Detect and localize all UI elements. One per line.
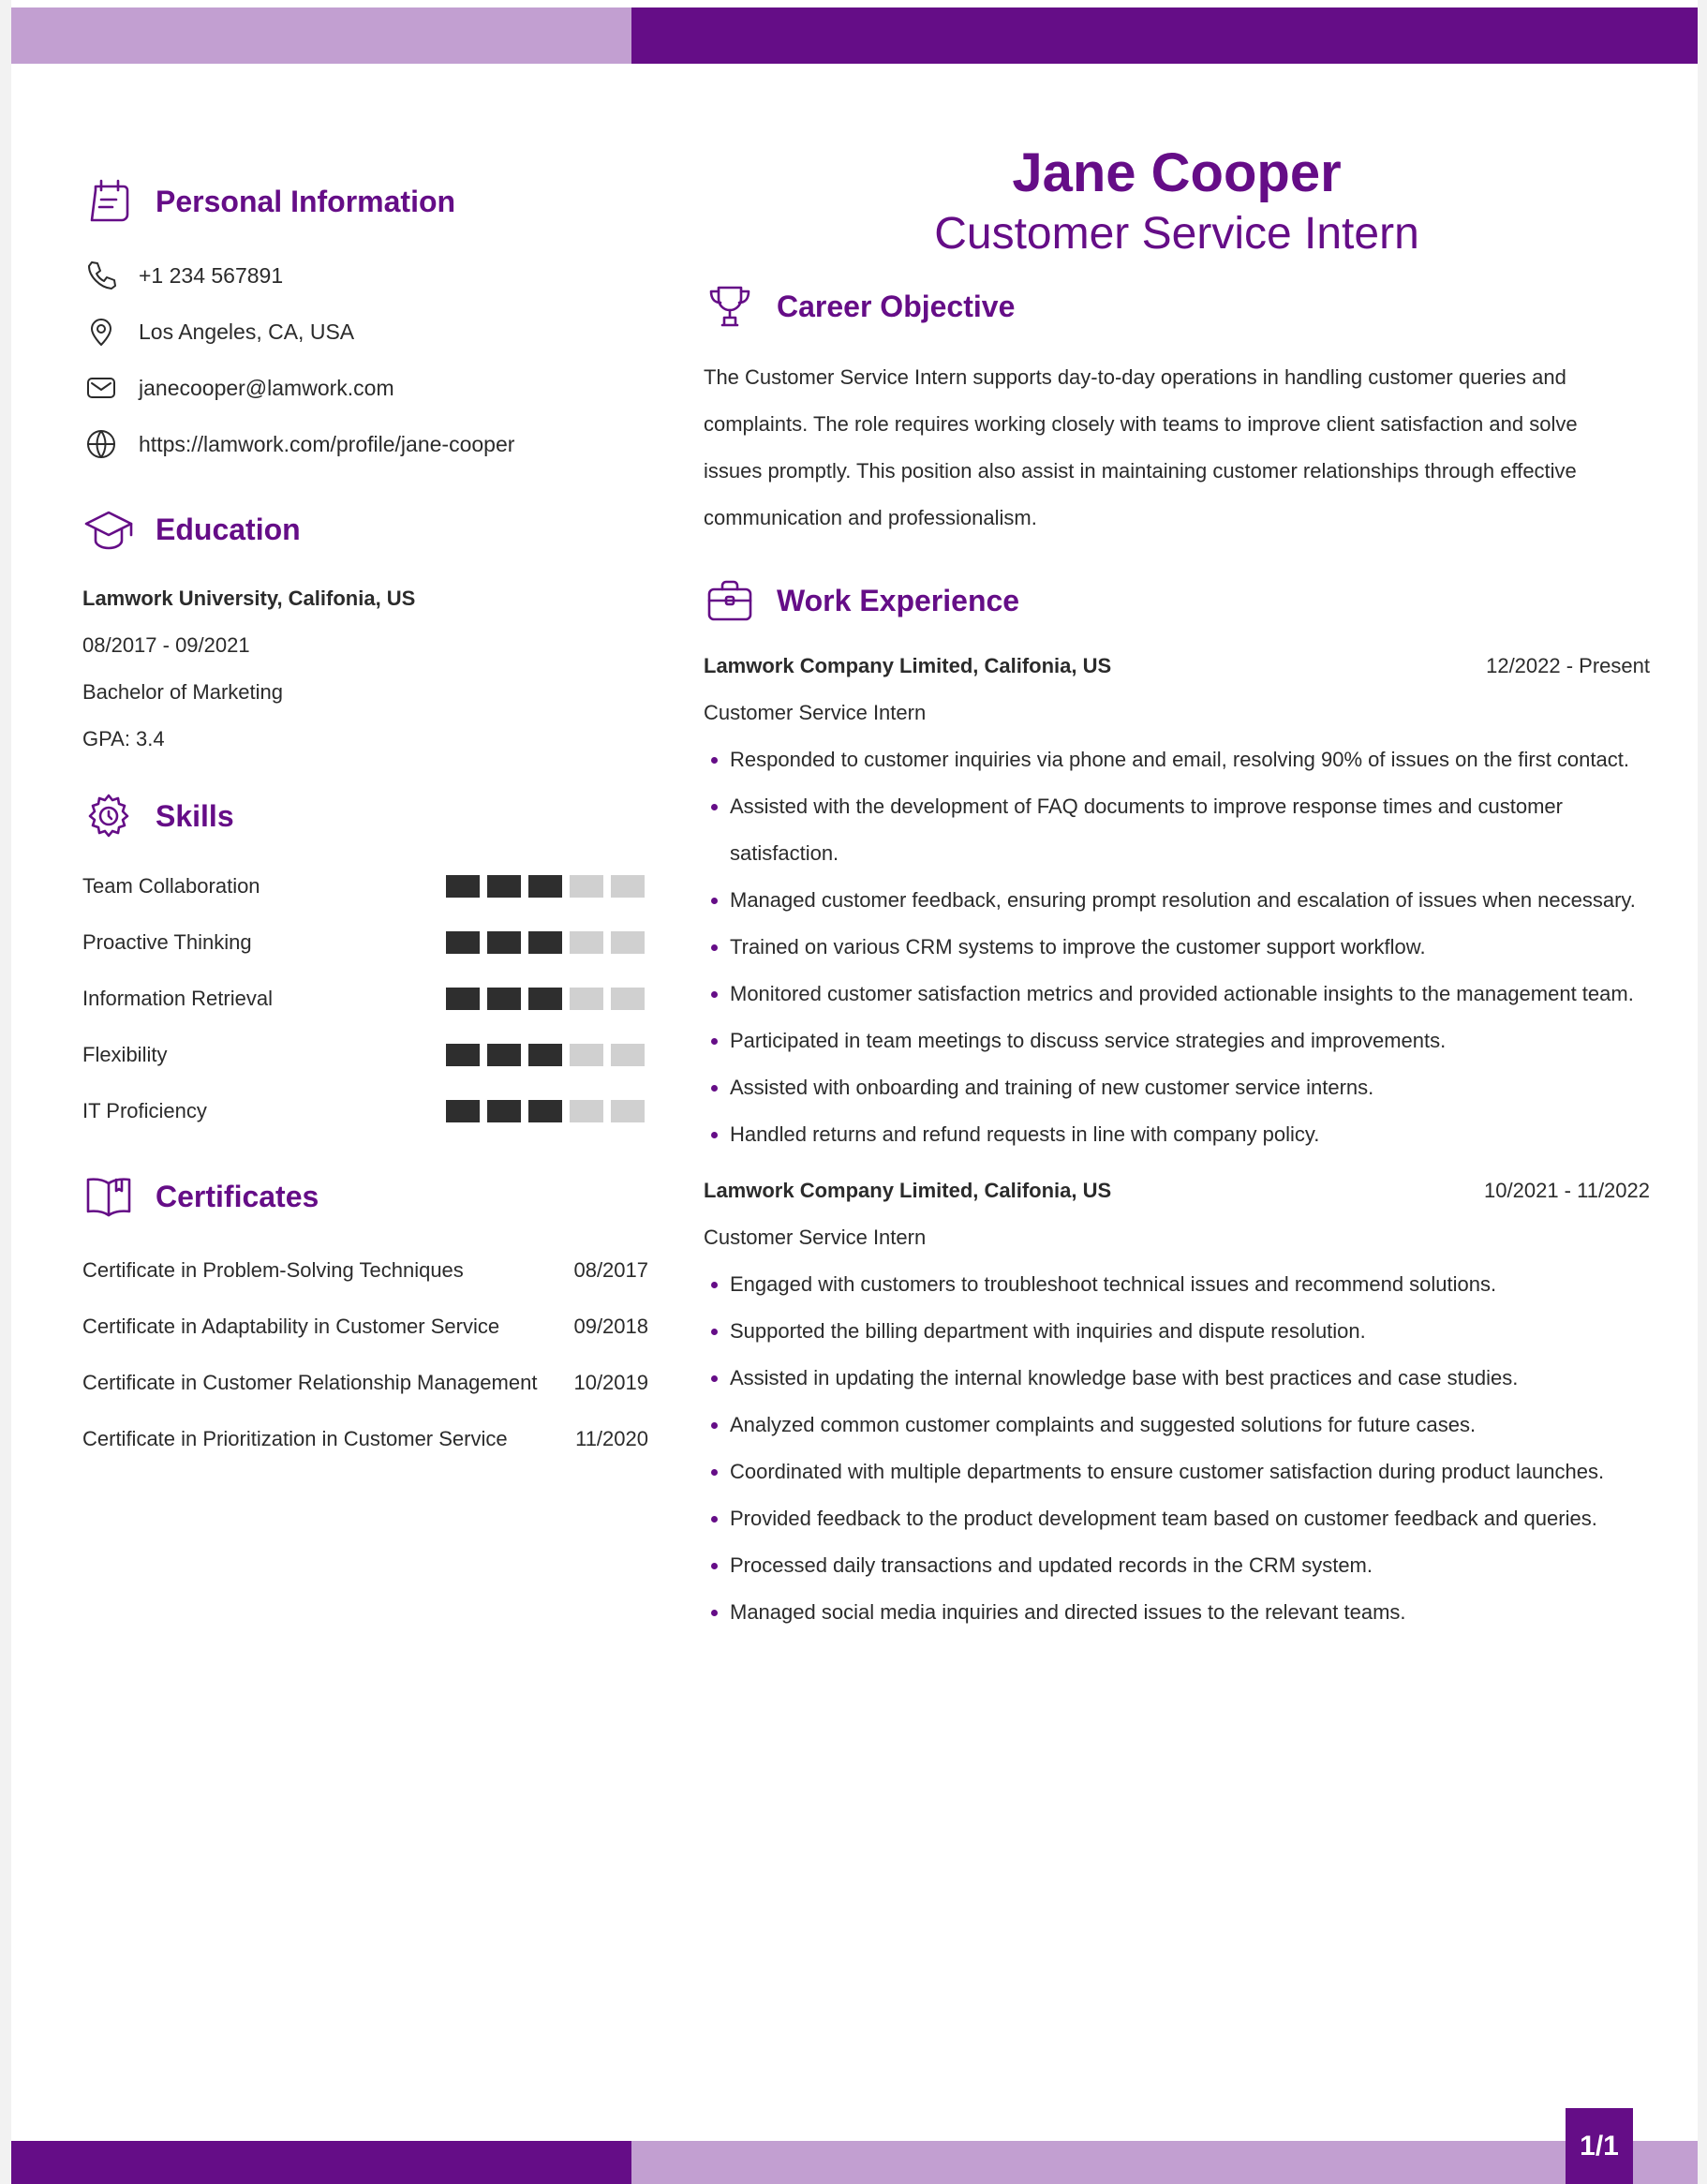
globe-icon <box>82 425 120 463</box>
skill-name: Flexibility <box>82 1043 168 1066</box>
job-company: Lamwork Company Limited, Califonia, US <box>704 654 1112 677</box>
skill-row <box>82 858 645 914</box>
certificate-name: Certificate in Prioritization in Customer Service <box>82 1427 508 1450</box>
job-bullet: Supported the billing department with inquiries and dispute resolution. <box>704 1308 1650 1355</box>
gear-clock-icon <box>82 790 135 842</box>
mail-icon <box>82 369 120 407</box>
skills-list <box>82 858 654 1139</box>
skill-bar-filled <box>446 1100 480 1122</box>
skill-row <box>82 1083 645 1139</box>
section-title: Skills <box>156 798 234 833</box>
skill-bar-filled <box>528 875 562 898</box>
bottom-band-light <box>631 2141 1698 2184</box>
section-title: Education <box>156 512 301 546</box>
skill-bar-filled <box>487 1100 521 1122</box>
skill-bar-empty <box>611 931 645 954</box>
graduation-cap-icon <box>82 503 135 556</box>
page-number: 1/1 <box>1566 2108 1633 2184</box>
location-text: Los Angeles, CA, USA <box>139 319 355 344</box>
skill-bar-filled <box>487 931 521 954</box>
job-bullet: Processed daily transactions and updated records in the CRM system. <box>704 1542 1650 1589</box>
job-bullet: Trained on various CRM systems to improve the customer support workflow. <box>704 924 1650 971</box>
skill-bar-empty <box>611 875 645 898</box>
job-bullet: Analyzed common customer complaints and suggested solutions for future cases. <box>704 1402 1650 1449</box>
job-bullet: Responded to customer inquiries via phone and email, resolving 90% of issues on the first contact. <box>704 736 1650 783</box>
personal-info-header <box>82 169 654 234</box>
job-position: Customer Service Intern <box>704 1226 927 1249</box>
top-band-dark <box>631 7 1698 64</box>
calendar-note-icon <box>82 175 135 228</box>
job-bullet: Assisted in updating the internal knowledge base with best practices and case studies. <box>704 1355 1650 1402</box>
certificate-name: Certificate in Customer Relationship Management <box>82 1371 538 1394</box>
job-position: Customer Service Intern <box>704 701 927 724</box>
website-row <box>82 416 654 472</box>
left-column <box>82 169 654 1467</box>
candidate-name: Jane Cooper <box>1012 142 1342 203</box>
job-bullet: Monitored customer satisfaction metrics and provided actionable insights to the management team. <box>704 971 1650 1018</box>
certificate-name: Certificate in Problem-Solving Techniques <box>82 1258 464 1282</box>
skill-row <box>82 914 645 971</box>
skill-name: Proactive Thinking <box>82 930 252 954</box>
skill-bar-filled <box>446 1044 480 1066</box>
job-company: Lamwork Company Limited, Califonia, US <box>704 1179 1112 1202</box>
education-header <box>82 497 654 562</box>
job-entry <box>704 643 1650 1158</box>
skills-header <box>82 783 654 849</box>
email-text[interactable]: janecooper@lamwork.com <box>139 375 394 400</box>
certificate-row <box>82 1299 648 1355</box>
job-header <box>704 643 1650 690</box>
briefcase-icon <box>704 574 756 627</box>
skill-bar-filled <box>487 1044 521 1066</box>
skill-bar-filled <box>528 1100 562 1122</box>
certificate-row <box>82 1411 648 1467</box>
certificate-row <box>82 1242 648 1299</box>
skill-level-bars <box>446 988 645 1010</box>
map-pin-icon <box>82 313 120 350</box>
job-dates: 10/2021 - 11/2022 <box>1484 1179 1650 1202</box>
experience-header <box>704 568 1650 633</box>
top-band-light <box>11 7 631 64</box>
skill-bar-empty <box>611 1100 645 1122</box>
skill-level-bars <box>446 1044 645 1066</box>
certificates-header <box>82 1164 654 1229</box>
bottom-band-dark <box>11 2141 631 2184</box>
job-bullet: Assisted with the development of FAQ documents to improve response times and customer satisfaction. <box>704 783 1650 877</box>
skill-bar-filled <box>446 875 480 898</box>
education-gpa: GPA: 3.4 <box>82 727 165 750</box>
job-bullet: Provided feedback to the product development team based on customer feedback and queries. <box>704 1495 1650 1542</box>
phone-icon <box>82 257 120 294</box>
skill-bar-empty <box>570 875 603 898</box>
certificate-date: 09/2018 <box>573 1315 648 1338</box>
job-bullet: Assisted with onboarding and training of new customer service interns. <box>704 1064 1650 1111</box>
certificate-name: Certificate in Adaptability in Customer Service <box>82 1315 500 1338</box>
job-bullet: Coordinated with multiple departments to ensure customer satisfaction during product launches. <box>704 1449 1650 1495</box>
certificate-date: 10/2019 <box>573 1371 648 1394</box>
section-title: Work Experience <box>777 583 1020 617</box>
section-title: Certificates <box>156 1179 319 1213</box>
right-column <box>704 141 1650 1636</box>
phone-row <box>82 247 654 304</box>
section-title: Career Objective <box>777 289 1016 323</box>
skill-name: IT Proficiency <box>82 1099 207 1122</box>
job-dates: 12/2022 - Present <box>1486 654 1650 677</box>
education-degree: Bachelor of Marketing <box>82 680 283 704</box>
job-bullet: Managed customer feedback, ensuring prompt resolution and escalation of issues when necessary. <box>704 877 1650 924</box>
book-icon <box>82 1170 135 1223</box>
skill-bar-empty <box>570 1044 603 1066</box>
skill-bar-empty <box>570 931 603 954</box>
skill-row <box>82 1027 645 1083</box>
education-school: Lamwork University, Califonia, US <box>82 587 416 610</box>
job-bullets <box>704 1261 1650 1636</box>
skill-bar-empty <box>570 1100 603 1122</box>
job-header <box>704 1167 1650 1214</box>
education-dates: 08/2017 - 09/2021 <box>82 633 250 657</box>
skill-bar-filled <box>528 1044 562 1066</box>
skill-bar-empty <box>611 988 645 1010</box>
skill-level-bars <box>446 875 645 898</box>
website-link[interactable]: https://lamwork.com/profile/jane-cooper <box>139 431 515 456</box>
skill-row <box>82 971 645 1027</box>
skill-bar-filled <box>487 875 521 898</box>
job-entry <box>704 1167 1650 1636</box>
phone-text[interactable]: +1 234 567891 <box>139 262 284 288</box>
candidate-role: Customer Service Intern <box>934 209 1419 259</box>
job-bullet: Participated in team meetings to discuss service strategies and improvements. <box>704 1018 1650 1064</box>
job-bullet: Engaged with customers to troubleshoot technical issues and recommend solutions. <box>704 1261 1650 1308</box>
objective-text: The Customer Service Intern supports day-to-day operations in handling customer queries and complaints. The role requires working closely with teams to improve client satisfaction and solve issues promptly. This position also assist in maintaining customer relationships through effective communication and professionalism. <box>704 365 1578 529</box>
skill-bar-filled <box>446 988 480 1010</box>
certificate-row <box>82 1355 648 1411</box>
skill-bar-empty <box>611 1044 645 1066</box>
skill-level-bars <box>446 931 645 954</box>
location-row <box>82 304 654 360</box>
skill-name: Team Collaboration <box>82 874 260 898</box>
skill-bar-filled <box>528 988 562 1010</box>
skill-level-bars <box>446 1100 645 1122</box>
objective-header <box>704 274 1650 339</box>
job-bullet: Handled returns and refund requests in line with company policy. <box>704 1111 1650 1158</box>
resume-page <box>11 0 1698 2184</box>
skill-name: Information Retrieval <box>82 987 273 1010</box>
job-bullet: Managed social media inquiries and directed issues to the relevant teams. <box>704 1589 1650 1636</box>
skill-bar-filled <box>446 931 480 954</box>
trophy-icon <box>704 280 756 333</box>
jobs-list <box>704 643 1650 1636</box>
certificates-list <box>82 1242 654 1467</box>
job-bullets <box>704 736 1650 1158</box>
skill-bar-filled <box>487 988 521 1010</box>
email-row <box>82 360 654 416</box>
skill-bar-filled <box>528 931 562 954</box>
certificate-date: 08/2017 <box>573 1258 648 1282</box>
section-title: Personal Information <box>156 184 456 218</box>
skill-bar-empty <box>570 988 603 1010</box>
certificate-date: 11/2020 <box>575 1427 648 1450</box>
